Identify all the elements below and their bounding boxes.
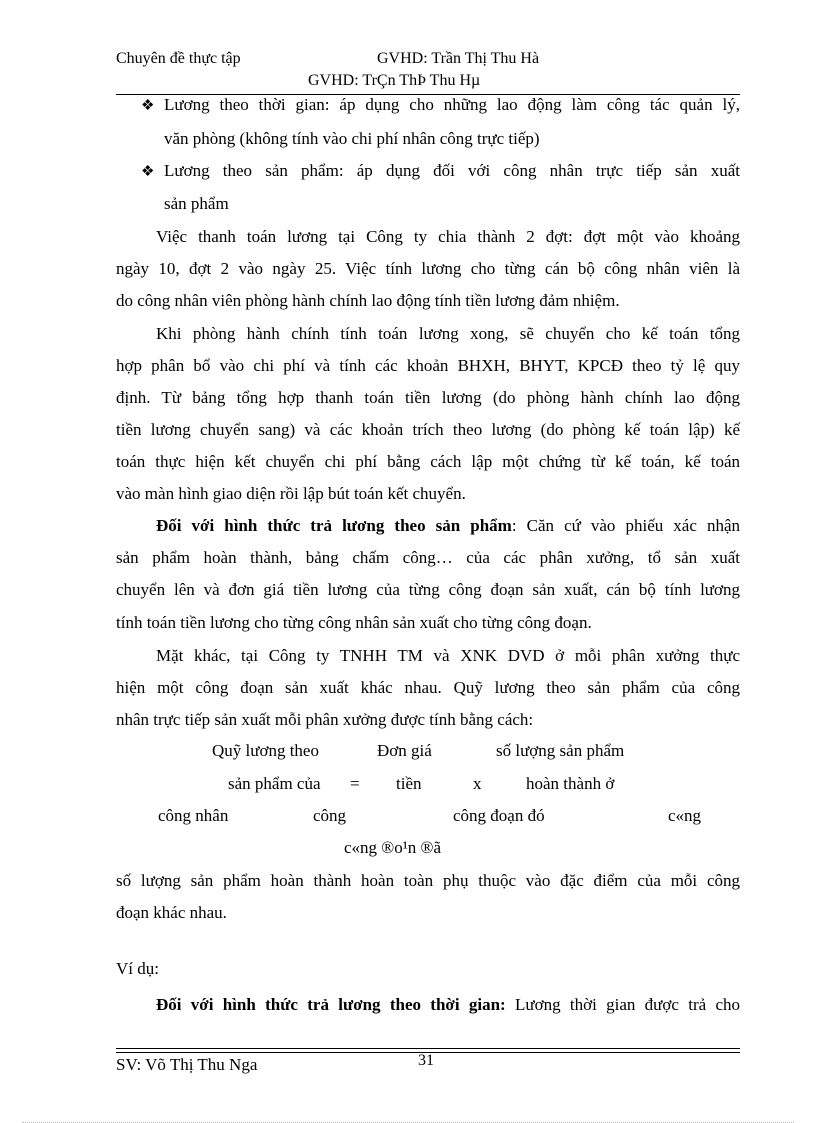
formula-times: x bbox=[473, 774, 482, 793]
formula-r3-c4: c«ng bbox=[668, 806, 702, 825]
para3-line-3: chuyển lên và đơn giá tiền lương của từng công đoạn sản xuất, cán bộ tính lương bbox=[116, 580, 740, 599]
formula-r1-c1: Quỹ lương theo bbox=[212, 741, 319, 760]
para2-line-1: Khi phòng hành chính tính toán lương xong, sẽ chuyển cho kế toán tổng bbox=[156, 324, 740, 343]
para1-line-1: Việc thanh toán lương tại Công ty chia thành 2 đợt: đợt một vào khoảng bbox=[156, 227, 740, 246]
para6-bold: Đối với hình thức trả lương theo thời gian: bbox=[156, 995, 506, 1014]
formula-r3-c2: công bbox=[313, 806, 347, 825]
para2-line-5: toán thực hiện kết chuyển chi phí bằng cách lập một chứng từ kế toán, kế toán bbox=[116, 452, 740, 471]
para1-line-2: ngày 10, đợt 2 vào ngày 25. Việc tính lương cho từng cán bộ công nhân viên là bbox=[116, 259, 740, 278]
para2-line-4: tiền lương chuyển sang) và các khoản trích theo lương (do phòng kế toán lập) kế bbox=[116, 420, 740, 439]
para3-line-1 bbox=[156, 509, 740, 543]
formula-r1-c3: số lượng sản phẩm bbox=[496, 741, 625, 760]
para3-line-2: sản phẩm hoàn thành, bảng chấm công… của các phân xưởng, tổ sản xuất bbox=[116, 548, 740, 567]
formula-r2-c1: sản phẩm của bbox=[228, 774, 321, 793]
formula-r3-c1: công nhân bbox=[158, 806, 229, 825]
header-gvhd: GVHD: Trần Thị Thu Hà bbox=[377, 50, 540, 67]
formula-r2-c3: hoàn thành ở bbox=[526, 774, 615, 793]
bullet-1-line-2: văn phòng (không tính vào chi phí nhân công trực tiếp) bbox=[164, 129, 540, 148]
formula-r1-c2: Đơn giá bbox=[377, 741, 432, 760]
bullet-2-line-2: sản phẩm bbox=[164, 194, 229, 213]
para4-line-3: nhân trực tiếp sản xuất mỗi phân xưởng được tính bằng cách: bbox=[116, 710, 534, 729]
para2-line-6: vào màn hình giao diện rồi lập bút toán kết chuyển. bbox=[116, 484, 466, 503]
formula-r2-c2: tiền bbox=[396, 774, 422, 793]
para3-bold: Đối với hình thức trả lương theo sản phẩm bbox=[156, 516, 512, 535]
diamond-bullet-icon: ❖ bbox=[141, 98, 155, 114]
formula-r3-c3: công đoạn đó bbox=[453, 806, 545, 825]
para4-line-2: hiện một công đoạn sản xuất khác nhau. Quỹ lương theo sản phẩm của công bbox=[116, 678, 740, 697]
formula-r4: c«ng ®o¹n ®ã bbox=[344, 838, 442, 857]
para1-line-3: do công nhân viên phòng hành chính lao động tính tiền lương đảm nhiệm. bbox=[116, 291, 620, 310]
diamond-bullet-icon: ❖ bbox=[141, 164, 155, 180]
header-left: Chuyên đề thực tập bbox=[116, 50, 241, 67]
page-number: 31 bbox=[418, 1052, 434, 1069]
para6-line-1 bbox=[156, 988, 740, 1022]
header-gvhd-garbled: GVHD: TrÇn ThÞ Thu Hµ bbox=[308, 72, 481, 89]
para2-line-2: hợp phân bổ vào chi phí và tính các khoản BHXH, BHYT, KPCĐ theo tỷ lệ quy bbox=[116, 356, 740, 375]
para5-line-1: số lượng sản phẩm hoàn thành hoàn toàn phụ thuộc vào đặc điểm của mỗi công bbox=[116, 871, 740, 890]
para5-line-2: đoạn khác nhau. bbox=[116, 903, 227, 922]
para3-line1-rest: : Căn cứ vào phiếu xác nhận bbox=[511, 516, 740, 535]
para4-line-1: Mặt khác, tại Công ty TNHH TM và XNK DVD ở mỗi phân xưởng thực bbox=[156, 646, 740, 665]
para6-rest: Lương thời gian được trả cho bbox=[505, 995, 740, 1014]
para2-line-3: định. Từ bảng tổng hợp thanh toán tiền lương (do phòng hành chính lao động bbox=[116, 388, 740, 407]
bullet-1-line-1: Lương theo thời gian: áp dụng cho những lao động làm công tác quản lý, bbox=[164, 95, 740, 114]
example-label: Ví dụ: bbox=[116, 959, 159, 978]
formula-equals: = bbox=[350, 774, 360, 793]
footer-student: SV: Võ Thị Thu Nga bbox=[116, 1055, 258, 1074]
bullet-2-line-1: Lương theo sản phẩm: áp dụng đối với công nhân trực tiếp sản xuất bbox=[164, 161, 740, 180]
para3-line-4: tính toán tiền lương cho từng công nhân sản xuất cho từng công đoạn. bbox=[116, 613, 592, 632]
